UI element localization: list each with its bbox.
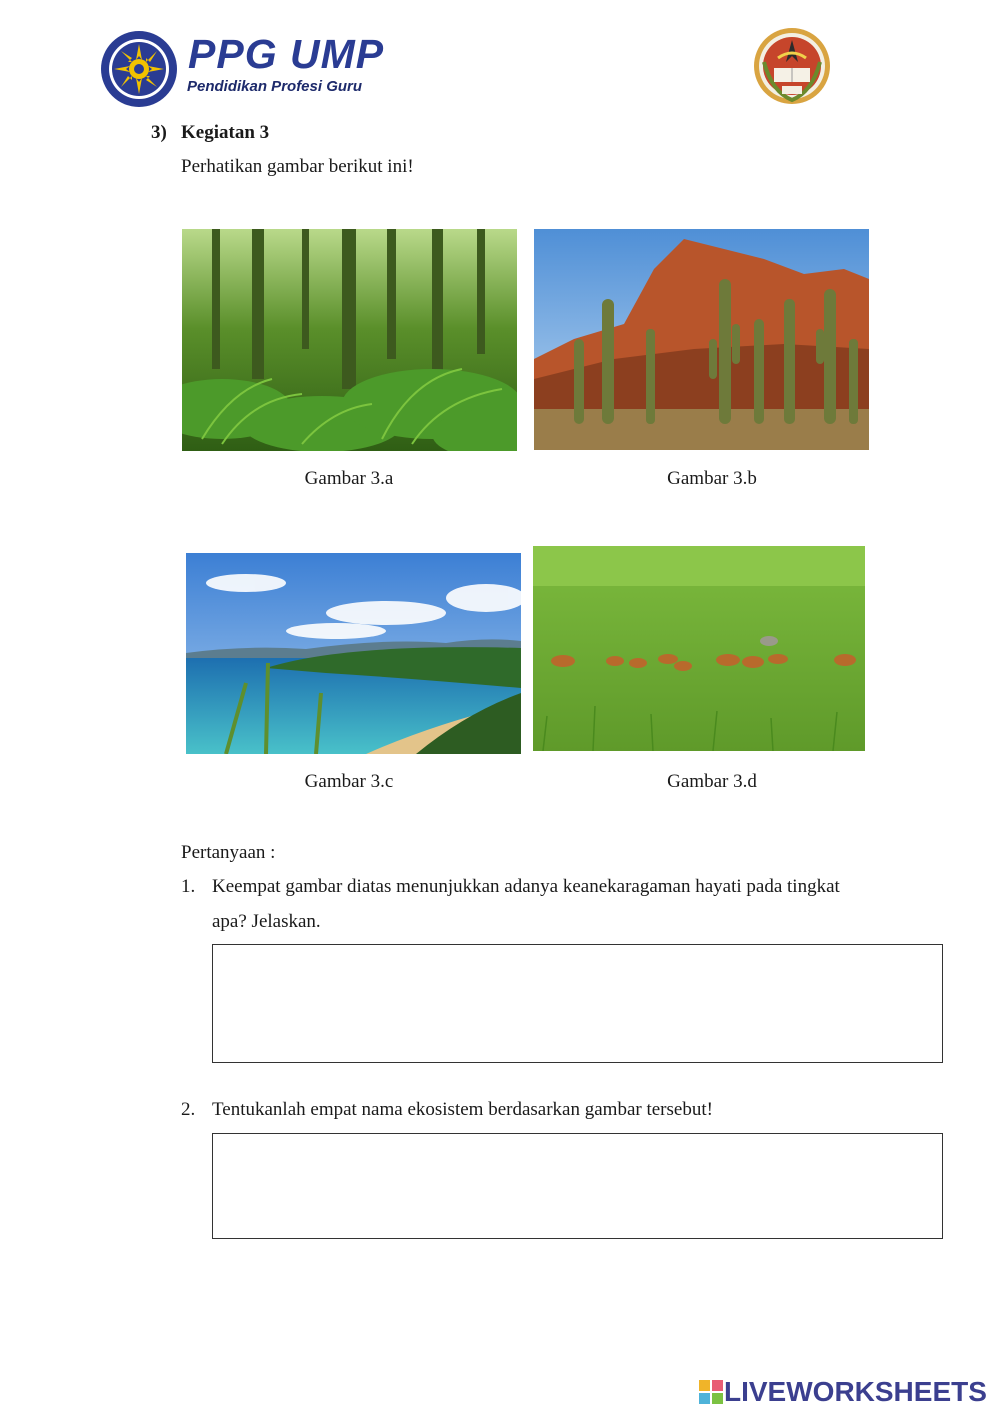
- liveworksheets-logo-icon: [699, 1380, 723, 1404]
- section-number: 3): [151, 122, 167, 143]
- caption-3b: Gambar 3.b: [667, 468, 757, 489]
- section-title: Kegiatan 3: [181, 122, 270, 143]
- brand-subtitle: Pendidikan Profesi Guru: [187, 78, 363, 95]
- brand-title: PPG UMP: [188, 31, 385, 77]
- school-emblem-icon: [752, 22, 832, 108]
- question-1-line-2: apa? Jelaskan.: [212, 911, 321, 932]
- instruction-text: Perhatikan gambar berikut ini!: [181, 156, 414, 177]
- desert-image: [534, 229, 869, 450]
- question-2-number: 2.: [181, 1099, 196, 1120]
- coast-image: [186, 553, 521, 754]
- question-2-text: Tentukanlah empat nama ekosistem berdasarkan gambar tersebut!: [212, 1099, 713, 1120]
- university-seal-icon: [100, 30, 178, 108]
- answer-2-input[interactable]: [212, 1133, 943, 1239]
- caption-3a: Gambar 3.a: [304, 468, 394, 489]
- caption-3d: Gambar 3.d: [667, 771, 757, 792]
- liveworksheets-brand[interactable]: LIVEWORKSHEETS: [724, 1376, 987, 1407]
- grassland-image: [533, 546, 865, 751]
- question-1-line-1: Keempat gambar diatas menunjukkan adanya keanekaragaman hayati pada tingkat: [212, 876, 840, 897]
- answer-1-input[interactable]: [212, 944, 943, 1063]
- questions-label: Pertanyaan :: [181, 842, 276, 863]
- forest-image: [182, 229, 517, 451]
- caption-3c: Gambar 3.c: [304, 771, 394, 792]
- question-1-number: 1.: [181, 876, 196, 897]
